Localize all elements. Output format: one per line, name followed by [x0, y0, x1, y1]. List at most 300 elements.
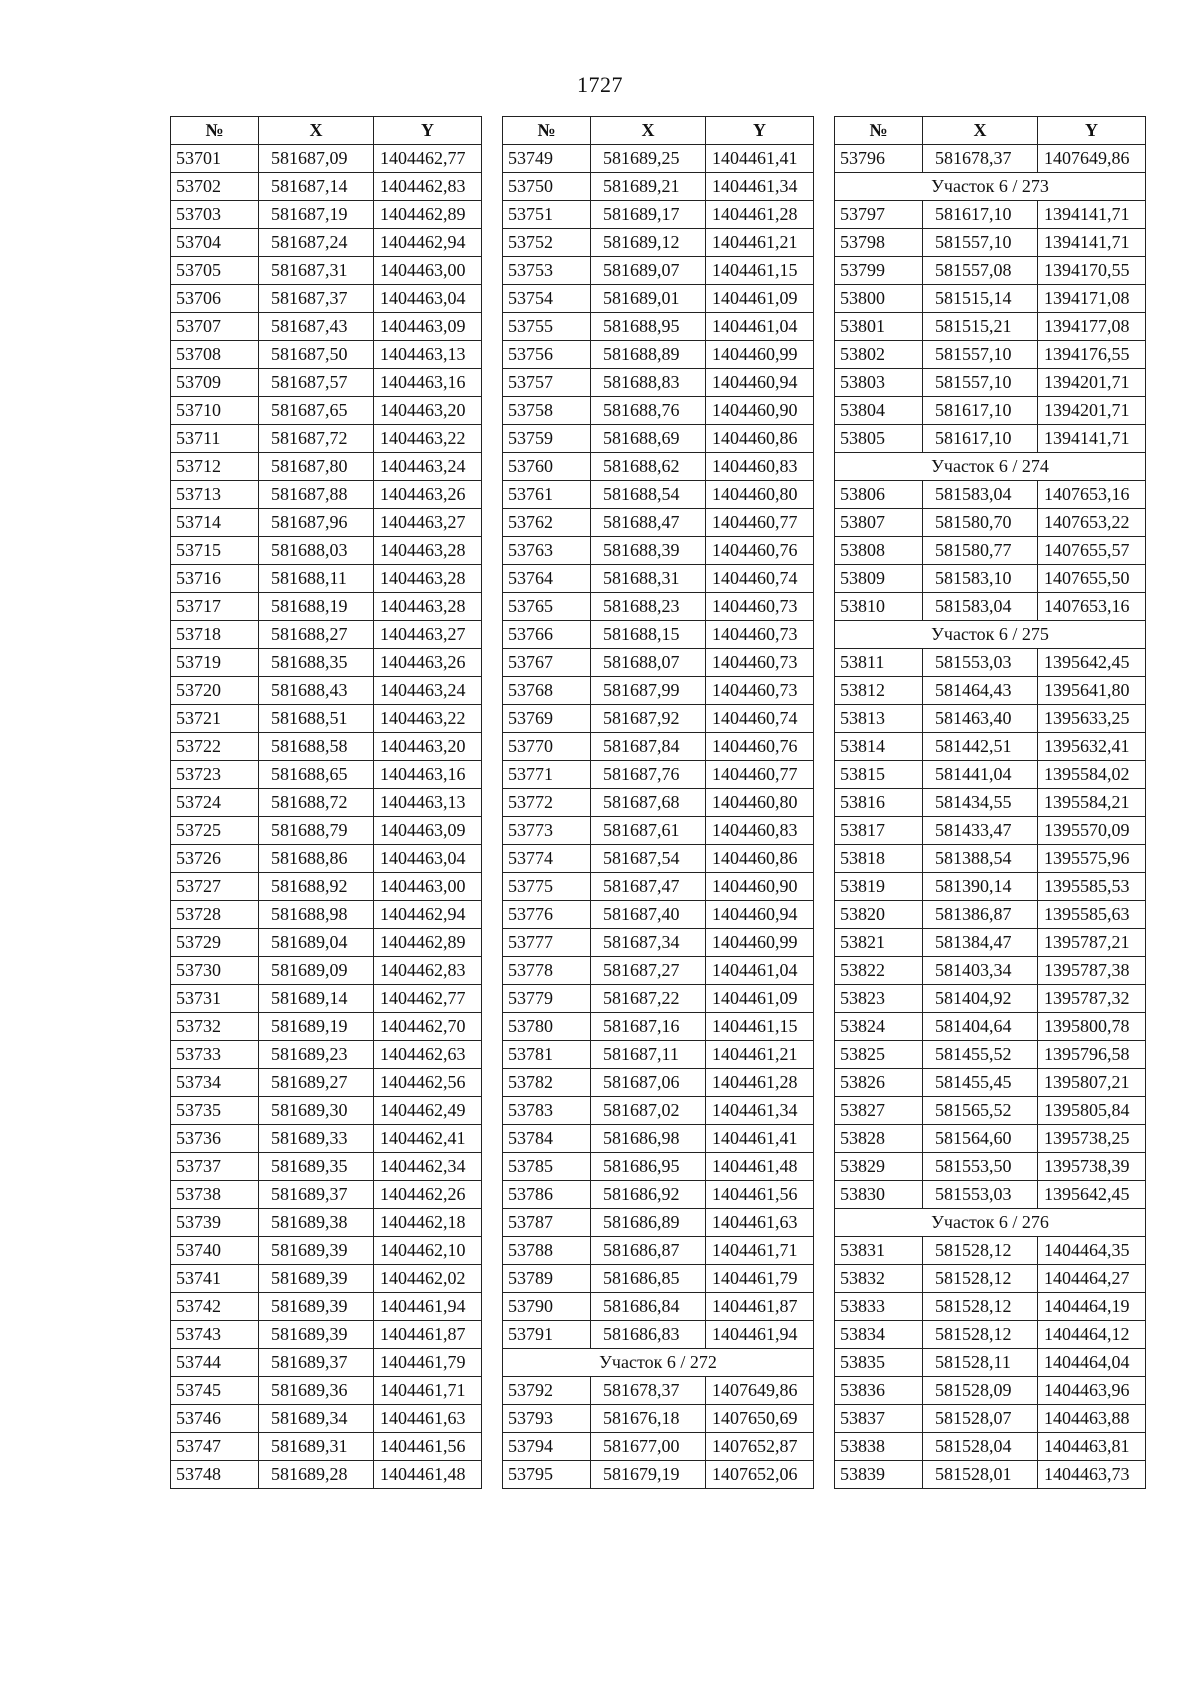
table-row	[835, 145, 1146, 173]
y-coordinate-cell: 1404460,86	[706, 425, 814, 453]
table-row	[171, 341, 482, 369]
y-coordinate-cell: 1404461,48	[706, 1153, 814, 1181]
point-number-cell: 53724	[171, 789, 259, 817]
point-number-cell: 53746	[171, 1405, 259, 1433]
column-header-y: Y	[1038, 117, 1146, 145]
point-number-cell: 53739	[171, 1209, 259, 1237]
y-coordinate-cell: 1395787,21	[1038, 929, 1146, 957]
y-coordinate-cell: 1404461,87	[706, 1293, 814, 1321]
y-coordinate-cell: 1395570,09	[1038, 817, 1146, 845]
table-row	[835, 1153, 1146, 1181]
y-coordinate-cell: 1404461,94	[706, 1321, 814, 1349]
y-coordinate-cell: 1404464,27	[1038, 1265, 1146, 1293]
section-title: Участок 6 / 273	[835, 173, 1146, 201]
table-header-row	[503, 117, 814, 145]
point-number-cell: 53771	[503, 761, 591, 789]
x-coordinate-cell: 581689,25	[591, 145, 706, 173]
table-row	[503, 621, 814, 649]
section-title: Участок 6 / 272	[503, 1349, 814, 1377]
point-number-cell: 53782	[503, 1069, 591, 1097]
y-coordinate-cell: 1404463,09	[374, 817, 482, 845]
table-row	[835, 1293, 1146, 1321]
x-coordinate-cell: 581686,95	[591, 1153, 706, 1181]
x-coordinate-cell: 581442,51	[923, 733, 1038, 761]
x-coordinate-cell: 581687,31	[259, 257, 374, 285]
point-number-cell: 53728	[171, 901, 259, 929]
table-row	[171, 369, 482, 397]
y-coordinate-cell: 1404462,02	[374, 1265, 482, 1293]
table-row	[503, 873, 814, 901]
y-coordinate-cell: 1404462,94	[374, 901, 482, 929]
table-row	[171, 481, 482, 509]
x-coordinate-cell: 581557,10	[923, 229, 1038, 257]
x-coordinate-cell: 581434,55	[923, 789, 1038, 817]
y-coordinate-cell: 1404460,94	[706, 901, 814, 929]
table-row	[835, 1181, 1146, 1209]
section-title: Участок 6 / 274	[835, 453, 1146, 481]
y-coordinate-cell: 1404461,41	[706, 145, 814, 173]
table-row	[835, 1377, 1146, 1405]
y-coordinate-cell: 1404460,73	[706, 621, 814, 649]
y-coordinate-cell: 1395738,39	[1038, 1153, 1146, 1181]
table-row	[503, 1209, 814, 1237]
y-coordinate-cell: 1404463,73	[1038, 1461, 1146, 1489]
table-row	[171, 1097, 482, 1125]
point-number-cell: 53758	[503, 397, 591, 425]
point-number-cell: 53786	[503, 1181, 591, 1209]
x-coordinate-cell: 581678,37	[591, 1377, 706, 1405]
table-row	[171, 201, 482, 229]
table-row	[835, 733, 1146, 761]
table-row	[171, 1209, 482, 1237]
point-number-cell: 53824	[835, 1013, 923, 1041]
point-number-cell: 53797	[835, 201, 923, 229]
x-coordinate-cell: 581689,33	[259, 1125, 374, 1153]
x-coordinate-cell: 581687,16	[591, 1013, 706, 1041]
point-number-cell: 53827	[835, 1097, 923, 1125]
y-coordinate-cell: 1395585,63	[1038, 901, 1146, 929]
point-number-cell: 53744	[171, 1349, 259, 1377]
table-row	[171, 1349, 482, 1377]
y-coordinate-cell: 1404463,13	[374, 789, 482, 817]
y-coordinate-cell: 1407655,50	[1038, 565, 1146, 593]
point-number-cell: 53821	[835, 929, 923, 957]
y-coordinate-cell: 1394141,71	[1038, 201, 1146, 229]
table-row	[835, 957, 1146, 985]
y-coordinate-cell: 1404461,71	[706, 1237, 814, 1265]
y-coordinate-cell: 1404461,21	[706, 229, 814, 257]
table-row	[503, 789, 814, 817]
table-row	[503, 1125, 814, 1153]
table-row	[171, 929, 482, 957]
y-coordinate-cell: 1404461,94	[374, 1293, 482, 1321]
y-coordinate-cell: 1394170,55	[1038, 257, 1146, 285]
table-header-row	[171, 117, 482, 145]
point-number-cell: 53794	[503, 1433, 591, 1461]
point-number-cell: 53763	[503, 537, 591, 565]
x-coordinate-cell: 581583,10	[923, 565, 1038, 593]
x-coordinate-cell: 581386,87	[923, 901, 1038, 929]
table-row	[835, 1405, 1146, 1433]
table-row	[171, 733, 482, 761]
x-coordinate-cell: 581689,34	[259, 1405, 374, 1433]
point-number-cell: 53769	[503, 705, 591, 733]
point-number-cell: 53779	[503, 985, 591, 1013]
x-coordinate-cell: 581687,40	[591, 901, 706, 929]
y-coordinate-cell: 1404460,76	[706, 537, 814, 565]
x-coordinate-cell: 581688,79	[259, 817, 374, 845]
table-row	[503, 1377, 814, 1405]
table-row	[835, 677, 1146, 705]
table-row	[171, 649, 482, 677]
y-coordinate-cell: 1404463,27	[374, 621, 482, 649]
y-coordinate-cell: 1404462,49	[374, 1097, 482, 1125]
table-row	[835, 845, 1146, 873]
y-coordinate-cell: 1404461,63	[374, 1405, 482, 1433]
table-row	[171, 817, 482, 845]
table-row	[835, 817, 1146, 845]
page-number: 1727	[577, 72, 623, 97]
table-row	[835, 901, 1146, 929]
x-coordinate-cell: 581553,50	[923, 1153, 1038, 1181]
x-coordinate-cell: 581528,01	[923, 1461, 1038, 1489]
table-row	[171, 789, 482, 817]
x-coordinate-cell: 581583,04	[923, 481, 1038, 509]
point-number-cell: 53743	[171, 1321, 259, 1349]
y-coordinate-cell: 1404460,73	[706, 649, 814, 677]
table-row	[835, 369, 1146, 397]
table-row	[171, 1237, 482, 1265]
y-coordinate-cell: 1394201,71	[1038, 369, 1146, 397]
table-row	[171, 453, 482, 481]
y-coordinate-cell: 1404460,94	[706, 369, 814, 397]
table-row	[171, 593, 482, 621]
point-number-cell: 53715	[171, 537, 259, 565]
point-number-cell: 53762	[503, 509, 591, 537]
point-number-cell: 53705	[171, 257, 259, 285]
x-coordinate-cell: 581689,35	[259, 1153, 374, 1181]
x-coordinate-cell: 581557,10	[923, 341, 1038, 369]
point-number-cell: 53795	[503, 1461, 591, 1489]
y-coordinate-cell: 1404463,24	[374, 453, 482, 481]
point-number-cell: 53800	[835, 285, 923, 313]
x-coordinate-cell: 581686,85	[591, 1265, 706, 1293]
point-number-cell: 53752	[503, 229, 591, 257]
point-number-cell: 53832	[835, 1265, 923, 1293]
x-coordinate-cell: 581686,98	[591, 1125, 706, 1153]
point-number-cell: 53736	[171, 1125, 259, 1153]
table-row	[503, 565, 814, 593]
x-coordinate-cell: 581687,34	[591, 929, 706, 957]
x-coordinate-cell: 581687,96	[259, 509, 374, 537]
y-coordinate-cell: 1404460,74	[706, 565, 814, 593]
y-coordinate-cell: 1404460,76	[706, 733, 814, 761]
x-coordinate-cell: 581688,39	[591, 537, 706, 565]
point-number-cell: 53777	[503, 929, 591, 957]
table-row	[503, 285, 814, 313]
point-number-cell: 53760	[503, 453, 591, 481]
table-row	[835, 481, 1146, 509]
point-number-cell: 53767	[503, 649, 591, 677]
y-coordinate-cell: 1404461,15	[706, 257, 814, 285]
y-coordinate-cell: 1395800,78	[1038, 1013, 1146, 1041]
x-coordinate-cell: 581689,39	[259, 1293, 374, 1321]
table-row	[171, 313, 482, 341]
x-coordinate-cell: 581689,12	[591, 229, 706, 257]
table-row	[503, 845, 814, 873]
y-coordinate-cell: 1407653,22	[1038, 509, 1146, 537]
y-coordinate-cell: 1394141,71	[1038, 425, 1146, 453]
point-number-cell: 53734	[171, 1069, 259, 1097]
point-number-cell: 53707	[171, 313, 259, 341]
y-coordinate-cell: 1394171,08	[1038, 285, 1146, 313]
x-coordinate-cell: 581689,37	[259, 1181, 374, 1209]
y-coordinate-cell: 1404461,34	[706, 173, 814, 201]
y-coordinate-cell: 1404462,89	[374, 929, 482, 957]
column-header-number: №	[503, 117, 591, 145]
y-coordinate-cell: 1404460,99	[706, 929, 814, 957]
x-coordinate-cell: 581689,38	[259, 1209, 374, 1237]
x-coordinate-cell: 581528,11	[923, 1349, 1038, 1377]
table-row	[835, 313, 1146, 341]
y-coordinate-cell: 1404463,09	[374, 313, 482, 341]
y-coordinate-cell: 1404463,88	[1038, 1405, 1146, 1433]
point-number-cell: 53722	[171, 733, 259, 761]
x-coordinate-cell: 581686,89	[591, 1209, 706, 1237]
x-coordinate-cell: 581689,23	[259, 1041, 374, 1069]
point-number-cell: 53703	[171, 201, 259, 229]
point-number-cell: 53785	[503, 1153, 591, 1181]
point-number-cell: 53819	[835, 873, 923, 901]
point-number-cell: 53747	[171, 1433, 259, 1461]
x-coordinate-cell: 581687,19	[259, 201, 374, 229]
x-coordinate-cell: 581687,37	[259, 285, 374, 313]
y-coordinate-cell: 1404461,56	[706, 1181, 814, 1209]
y-coordinate-cell: 1404460,83	[706, 453, 814, 481]
point-number-cell: 53833	[835, 1293, 923, 1321]
table-row	[835, 509, 1146, 537]
y-coordinate-cell: 1395796,58	[1038, 1041, 1146, 1069]
x-coordinate-cell: 581688,95	[591, 313, 706, 341]
table-row	[171, 1125, 482, 1153]
x-coordinate-cell: 581553,03	[923, 649, 1038, 677]
y-coordinate-cell: 1404461,21	[706, 1041, 814, 1069]
x-coordinate-cell: 581687,06	[591, 1069, 706, 1097]
table-row	[503, 705, 814, 733]
x-coordinate-cell: 581689,30	[259, 1097, 374, 1125]
x-coordinate-cell: 581455,52	[923, 1041, 1038, 1069]
table-row	[171, 173, 482, 201]
y-coordinate-cell: 1404463,28	[374, 565, 482, 593]
point-number-cell: 53701	[171, 145, 259, 173]
table-row	[171, 1433, 482, 1461]
x-coordinate-cell: 581528,12	[923, 1265, 1038, 1293]
point-number-cell: 53830	[835, 1181, 923, 1209]
column-header-y: Y	[706, 117, 814, 145]
column-header-x: X	[591, 117, 706, 145]
point-number-cell: 53783	[503, 1097, 591, 1125]
column-header-y: Y	[374, 117, 482, 145]
y-coordinate-cell: 1404463,28	[374, 593, 482, 621]
y-coordinate-cell: 1395787,32	[1038, 985, 1146, 1013]
coordinates-table-3	[834, 116, 1146, 1489]
x-coordinate-cell: 581688,69	[591, 425, 706, 453]
table-row	[503, 229, 814, 257]
x-coordinate-cell: 581433,47	[923, 817, 1038, 845]
y-coordinate-cell: 1395805,84	[1038, 1097, 1146, 1125]
x-coordinate-cell: 581687,11	[591, 1041, 706, 1069]
y-coordinate-cell: 1404463,20	[374, 397, 482, 425]
point-number-cell: 53787	[503, 1209, 591, 1237]
y-coordinate-cell: 1404462,10	[374, 1237, 482, 1265]
y-coordinate-cell: 1404461,63	[706, 1209, 814, 1237]
x-coordinate-cell: 581687,09	[259, 145, 374, 173]
point-number-cell: 53755	[503, 313, 591, 341]
point-number-cell: 53801	[835, 313, 923, 341]
point-number-cell: 53708	[171, 341, 259, 369]
x-coordinate-cell: 581688,19	[259, 593, 374, 621]
y-coordinate-cell: 1404463,16	[374, 761, 482, 789]
point-number-cell: 53768	[503, 677, 591, 705]
column-header-number: №	[835, 117, 923, 145]
point-number-cell: 53740	[171, 1237, 259, 1265]
point-number-cell: 53711	[171, 425, 259, 453]
x-coordinate-cell: 581688,15	[591, 621, 706, 649]
table-row	[503, 1265, 814, 1293]
table-row	[835, 873, 1146, 901]
point-number-cell: 53826	[835, 1069, 923, 1097]
table-row	[503, 1461, 814, 1489]
x-coordinate-cell: 581688,83	[591, 369, 706, 397]
table-row	[503, 733, 814, 761]
table-row	[171, 285, 482, 313]
point-number-cell: 53719	[171, 649, 259, 677]
point-number-cell: 53733	[171, 1041, 259, 1069]
point-number-cell: 53836	[835, 1377, 923, 1405]
point-number-cell: 53838	[835, 1433, 923, 1461]
point-number-cell: 53745	[171, 1377, 259, 1405]
point-number-cell: 53781	[503, 1041, 591, 1069]
table-body	[171, 145, 482, 1489]
x-coordinate-cell: 581455,45	[923, 1069, 1038, 1097]
table-row	[171, 397, 482, 425]
y-coordinate-cell: 1407653,16	[1038, 481, 1146, 509]
point-number-cell: 53761	[503, 481, 591, 509]
point-number-cell: 53778	[503, 957, 591, 985]
y-coordinate-cell: 1404463,20	[374, 733, 482, 761]
y-coordinate-cell: 1404460,77	[706, 509, 814, 537]
table-row	[503, 1041, 814, 1069]
point-number-cell: 53737	[171, 1153, 259, 1181]
x-coordinate-cell: 581679,19	[591, 1461, 706, 1489]
point-number-cell: 53813	[835, 705, 923, 733]
y-coordinate-cell: 1404463,00	[374, 257, 482, 285]
y-coordinate-cell: 1395584,02	[1038, 761, 1146, 789]
section-title: Участок 6 / 275	[835, 621, 1146, 649]
y-coordinate-cell: 1404463,04	[374, 845, 482, 873]
point-number-cell: 53810	[835, 593, 923, 621]
point-number-cell: 53723	[171, 761, 259, 789]
point-number-cell: 53738	[171, 1181, 259, 1209]
point-number-cell: 53790	[503, 1293, 591, 1321]
point-number-cell: 53721	[171, 705, 259, 733]
coordinates-table-2	[502, 116, 814, 1489]
x-coordinate-cell: 581553,03	[923, 1181, 1038, 1209]
point-number-cell: 53704	[171, 229, 259, 257]
y-coordinate-cell: 1404462,18	[374, 1209, 482, 1237]
y-coordinate-cell: 1404462,26	[374, 1181, 482, 1209]
x-coordinate-cell: 581390,14	[923, 873, 1038, 901]
x-coordinate-cell: 581687,76	[591, 761, 706, 789]
table-row	[503, 425, 814, 453]
table-row	[835, 1013, 1146, 1041]
table-row	[503, 929, 814, 957]
x-coordinate-cell: 581687,72	[259, 425, 374, 453]
point-number-cell: 53828	[835, 1125, 923, 1153]
point-number-cell: 53780	[503, 1013, 591, 1041]
table-row	[835, 789, 1146, 817]
y-coordinate-cell: 1404463,04	[374, 285, 482, 313]
table-row	[503, 1069, 814, 1097]
point-number-cell: 53709	[171, 369, 259, 397]
point-number-cell: 53808	[835, 537, 923, 565]
table-row	[503, 173, 814, 201]
x-coordinate-cell: 581688,98	[259, 901, 374, 929]
table-row	[171, 425, 482, 453]
y-coordinate-cell: 1404461,79	[374, 1349, 482, 1377]
y-coordinate-cell: 1404461,09	[706, 285, 814, 313]
table-row	[503, 481, 814, 509]
x-coordinate-cell: 581565,52	[923, 1097, 1038, 1125]
point-number-cell: 53791	[503, 1321, 591, 1349]
point-number-cell: 53716	[171, 565, 259, 593]
point-number-cell: 53727	[171, 873, 259, 901]
column-header-number: №	[171, 117, 259, 145]
y-coordinate-cell: 1404460,99	[706, 341, 814, 369]
y-coordinate-cell: 1404461,09	[706, 985, 814, 1013]
y-coordinate-cell: 1395787,38	[1038, 957, 1146, 985]
x-coordinate-cell: 581688,92	[259, 873, 374, 901]
table-row	[503, 649, 814, 677]
point-number-cell: 53803	[835, 369, 923, 397]
y-coordinate-cell: 1404460,80	[706, 481, 814, 509]
y-coordinate-cell: 1404462,94	[374, 229, 482, 257]
table-row	[835, 985, 1146, 1013]
table-row	[503, 145, 814, 173]
point-number-cell: 53831	[835, 1237, 923, 1265]
section-row	[835, 453, 1146, 481]
point-number-cell: 53814	[835, 733, 923, 761]
table-row	[835, 565, 1146, 593]
table-row	[171, 1153, 482, 1181]
x-coordinate-cell: 581528,12	[923, 1237, 1038, 1265]
point-number-cell: 53788	[503, 1237, 591, 1265]
x-coordinate-cell: 581689,01	[591, 285, 706, 313]
y-coordinate-cell: 1404462,83	[374, 173, 482, 201]
x-coordinate-cell: 581687,84	[591, 733, 706, 761]
y-coordinate-cell: 1404464,19	[1038, 1293, 1146, 1321]
point-number-cell: 53776	[503, 901, 591, 929]
y-coordinate-cell: 1407655,57	[1038, 537, 1146, 565]
table-row	[171, 985, 482, 1013]
y-coordinate-cell: 1404461,71	[374, 1377, 482, 1405]
table-row	[171, 1181, 482, 1209]
x-coordinate-cell: 581686,87	[591, 1237, 706, 1265]
point-number-cell: 53823	[835, 985, 923, 1013]
y-coordinate-cell: 1407650,69	[706, 1405, 814, 1433]
y-coordinate-cell: 1404464,04	[1038, 1349, 1146, 1377]
table-header-row	[835, 117, 1146, 145]
